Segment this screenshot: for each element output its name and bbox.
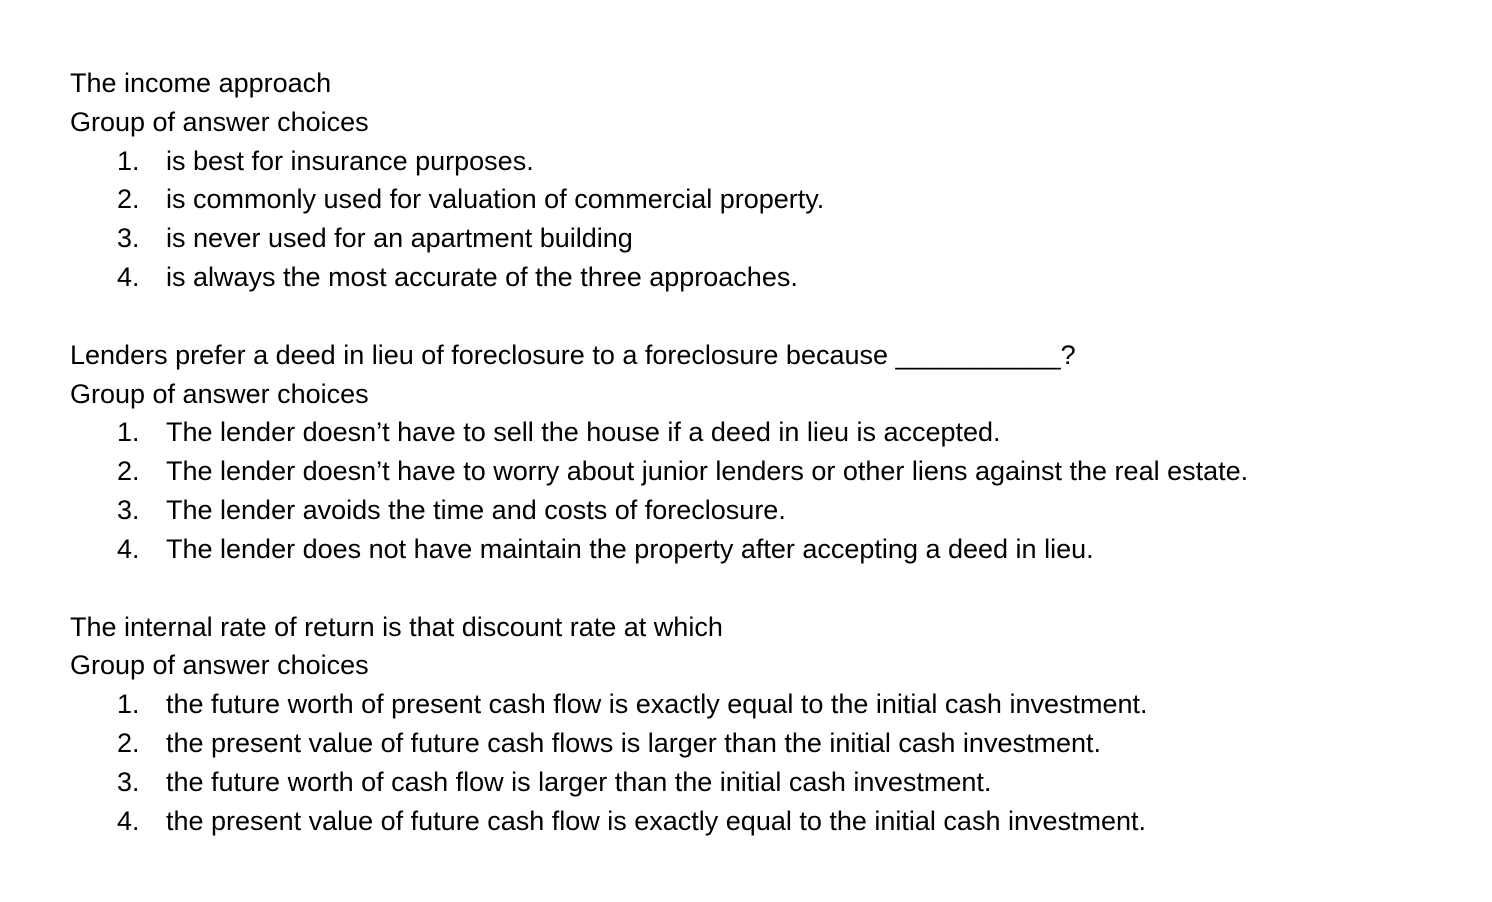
answer-group-label: Group of answer choices (70, 650, 369, 681)
answer-choices-list (70, 685, 1492, 840)
choice-text: The lender avoids the time and costs of foreclosure. (166, 494, 786, 525)
answer-choice (70, 142, 1492, 181)
answer-choice (70, 685, 1492, 724)
choice-text: The lender doesn’t have to worry about junior lenders or other liens against the real estate. (166, 456, 1249, 487)
choice-number: 1. (117, 145, 140, 176)
answer-choice (70, 258, 1492, 297)
choice-text: the present value of future cash flows is larger than the initial cash investment. (166, 727, 1101, 758)
answer-choice (70, 413, 1492, 452)
choice-number: 3. (117, 223, 140, 254)
answer-choice (70, 452, 1492, 491)
choice-number: 3. (117, 494, 140, 525)
choice-text: The lender doesn’t have to sell the house if a deed in lieu is accepted. (166, 417, 1001, 448)
choice-number: 4. (117, 261, 140, 292)
question-1 (70, 64, 1492, 297)
choice-number: 1. (117, 689, 140, 720)
answer-choices-list (70, 142, 1492, 297)
answer-choice (70, 491, 1492, 530)
choice-text: is commonly used for valuation of commercial property. (166, 184, 825, 215)
choice-text: The lender does not have maintain the property after accepting a deed in lieu. (166, 533, 1094, 564)
question-prompt: Lenders prefer a deed in lieu of foreclosure to a foreclosure because ___________? (70, 339, 1076, 370)
answer-group-label: Group of answer choices (70, 378, 369, 409)
choice-number: 2. (117, 727, 140, 758)
choice-number: 2. (117, 456, 140, 487)
choice-number: 4. (117, 805, 140, 836)
choice-text: the future worth of present cash flow is exactly equal to the initial cash investment. (166, 689, 1148, 720)
choice-text: is never used for an apartment building (166, 223, 633, 254)
answer-choice (70, 530, 1492, 569)
choice-text: is always the most accurate of the three approaches. (166, 261, 798, 292)
choice-text: is best for insurance purposes. (166, 145, 534, 176)
answer-choice (70, 724, 1492, 763)
question-prompt: The internal rate of return is that discount rate at which (70, 611, 723, 642)
answer-group-label: Group of answer choices (70, 106, 369, 137)
choice-number: 2. (117, 184, 140, 215)
choice-text: the present value of future cash flow is exactly equal to the initial cash investment. (166, 805, 1147, 836)
question-2 (70, 336, 1492, 569)
choice-number: 3. (117, 766, 140, 797)
choice-number: 4. (117, 533, 140, 564)
answer-choice (70, 180, 1492, 219)
choice-number: 1. (117, 417, 140, 448)
question-prompt: The income approach (70, 68, 332, 98)
answer-choices-list (70, 413, 1492, 568)
answer-choice (70, 802, 1492, 841)
choice-text: the future worth of cash flow is larger than the initial cash investment. (166, 766, 992, 797)
answer-choice (70, 763, 1492, 802)
answer-choice (70, 219, 1492, 258)
question-3 (70, 608, 1492, 841)
